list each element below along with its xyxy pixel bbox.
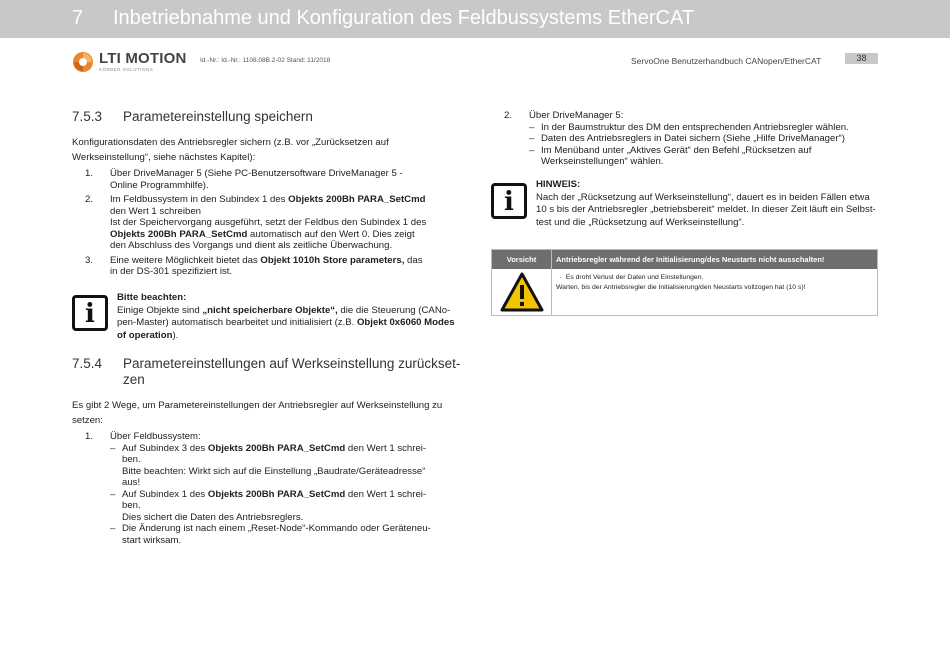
dash-item: – Auf Subindex 1 des Objekts 200Bh PARA_SetCmd den Wert 1 schrei- ben. Dies sichert die Daten des Antriebsreglers. — [110, 488, 427, 523]
section-heading-7-5-4 — [72, 356, 472, 390]
section-number: 7.5.3 — [72, 109, 103, 124]
section-title: Parametereinstellung speichern — [123, 109, 313, 124]
chapter-number: 7 — [72, 7, 84, 29]
caution-box — [491, 249, 878, 316]
manual-title: ServoOne Benutzerhandbuch CANopen/EtherCAT — [631, 56, 822, 66]
dash-item: – Im Menüband unter „Aktives Gerät“ den Befehl „Rücksetzen auf Werkseinstellungen“ wählen. — [529, 144, 812, 167]
dash-item: – Daten des Antriebsreglers in Datei sichern (Siehe „Hilfe DriveManager“) — [529, 133, 845, 144]
caution-icon-cell — [492, 269, 552, 315]
list-item: 2. Über DriveManager 5: – In der Baumstruktur des DM den entsprechenden Antriebsregler wählen. – Daten des Antriebsreglers in Datei sichern (Siehe „Hilfe DriveManager“) – Im Menüband unter „Aktives Gerät“ den Befehl „Rücksetzen auf Werkseinstellungen“ wählen. — [491, 110, 881, 168]
caution-label: Vorsicht — [492, 250, 552, 269]
warning-triangle-icon — [500, 272, 544, 312]
document-id: Id.-Nr.: Id.-Nr.: 1108.08B.2-02 Stand: 11/2018 — [200, 57, 331, 64]
chapter-header-bar — [0, 0, 950, 38]
section-heading-7-5-3 — [72, 109, 472, 127]
caution-header — [492, 250, 877, 269]
logo-subtext: KÖRBER SOLUTIONS — [99, 67, 154, 72]
logo-text: LTI MOTION — [99, 50, 187, 67]
intro-paragraph: Konfigurationsdaten des Antriebsregler sichern (z.B. vor „Zurücksetzen auf Werkseinstellung“, siehe nächstes Kapitel): — [72, 137, 389, 163]
chapter-title: Inbetriebnahme und Konfiguration des Feldbussystems EtherCAT — [113, 7, 695, 29]
dash-item: – Auf Subindex 3 des Objekts 200Bh PARA_SetCmd den Wert 1 schrei- ben. Bitte beachten: Wirkt sich auf die Einstellung „Baudrate/Geräteadresse“ aus! — [110, 442, 427, 488]
note-hinweis: HINWEIS: Nach der „Rücksetzung auf Werkseinstellung“, dauert es in beiden Fällen etwa 10 s bis der Antriebsregler „betriebsbereit“ meldet. In dieser Zeit läuft ein Selbst- test und die „Rücksetzung auf Werkseinstellung“. — [536, 179, 876, 228]
note-bitte-beachten: Bitte beachten: Einige Objekte sind „nicht speicherbare Objekte“, die die Steuerung (CANo- pen-Master) automatisch bearbeitet und initialisiert (z.B. Objekt 0x6060 Modes of operation). — [117, 292, 455, 341]
info-icon: i — [72, 295, 108, 331]
caution-title: Antriebsregler während der Initialisierung/des Neustarts nicht ausschalten! — [556, 255, 825, 264]
page-number: 38 — [845, 53, 878, 64]
logo-mark-icon — [72, 51, 94, 73]
dash-item: – Die Änderung ist nach einem „Reset-Node“-Kommando oder Geräteneu- start wirksam. — [110, 523, 431, 546]
section-number: 7.5.4 — [72, 356, 103, 371]
numbered-list-save — [72, 168, 472, 281]
dash-item: – In der Baumstruktur des DM den entsprechenden Antriebsregler wählen. — [529, 121, 849, 133]
section-title: Parametereinstellungen auf Werkseinstellung zurückset- zen — [123, 356, 461, 387]
caution-body: · Es droht Verlust der Daten und Einstellungen. Warten, bis der Antriebsregler die Initialisierung/den Neustarts vollzogen hat (10 s)! — [556, 274, 806, 291]
intro-paragraph: Es gibt 2 Wege, um Parametereinstellungen der Antriebsregler auf Werkseinstellung zu setzen: — [72, 400, 443, 426]
info-icon: i — [491, 183, 527, 219]
list-item: 1. Über Feldbussystem: – Auf Subindex 3 des Objekts 200Bh PARA_SetCmd den Wert 1 schrei- ben. Bitte beachten: Wirkt sich auf die Einstellung „Baudrate/Geräteadresse“ aus! – Auf Subindex 1 des Objekts 200Bh PARA_SetCmd den Wert 1 schrei- ben. Dies sichert die Daten des Antriebsreglers. – Die Änderung ist nach einem „Reset-Node“-Kommando oder Geräteneu- start wirksam. — [72, 431, 472, 546]
list-item: 1. Über DriveManager 5 (Siehe PC-Benutzersoftware DriveManager 5 - Online Programmhilfe). — [85, 168, 403, 191]
list-item: 3. Eine weitere Möglichkeit bietet das Objekt 1010h Store parameters, das in der DS-301 spezifiziert ist. — [85, 254, 423, 277]
numbered-list-reset — [72, 431, 472, 549]
numbered-list-drivemanager — [491, 110, 881, 171]
list-item: 2. Im Feldbussystem in den Subindex 1 des Objekts 200Bh PARA_SetCmd den Wert 1 schreiben Ist der Speichervorgang ausgeführt, setzt der Feldbus den Subindex 1 des Objekts 200Bh PARA_SetCmd automatisch auf den Wert 0. Dies zeigt den Abschluss des Vorgangs und dient als zeitliche Überwachung. — [85, 194, 427, 251]
